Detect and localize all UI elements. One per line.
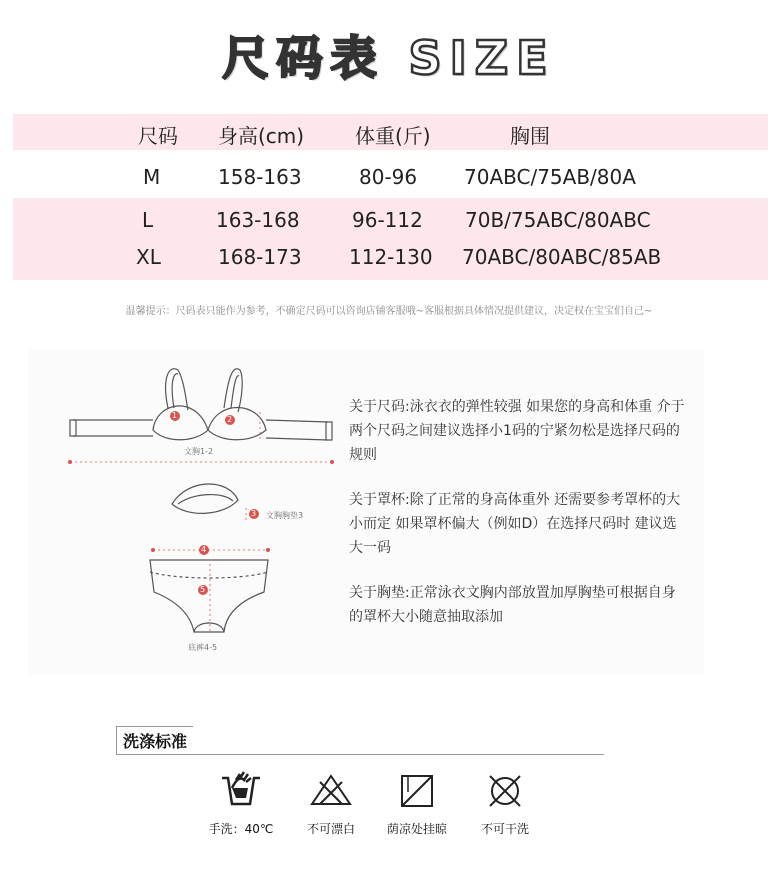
note-size: 关于尺码:泳衣衣的弹性较强 如果您的身高和体重 介于两个尺码之间建议选择小1码的宁紧勿松是选择尺码的规则 bbox=[349, 399, 685, 463]
table-cell: 168-173 bbox=[218, 245, 302, 269]
pad-label: 文胸胸垫3 bbox=[266, 511, 304, 520]
divider bbox=[116, 754, 604, 755]
marker-1: 1 bbox=[172, 411, 178, 420]
table-cell: XL bbox=[136, 245, 161, 269]
marker-5: 5 bbox=[200, 585, 206, 594]
no-dry-clean-icon bbox=[482, 770, 528, 810]
bra-label: 文胸1-2 bbox=[184, 447, 214, 456]
note-pad: 关于胸垫:正常泳衣文胸内部放置加厚胸垫可根据自身的罩杯大小随意抽取添加 bbox=[349, 585, 676, 625]
care-label: 不可漂白 bbox=[306, 822, 355, 836]
table-cell: M bbox=[143, 165, 161, 189]
page-title: 尺码表 SIZE bbox=[222, 31, 556, 85]
marker-4: 4 bbox=[201, 545, 207, 554]
size-tip: 温馨提示：尺码表只能作为参考，不确定尺码可以咨询店铺客服哦~客服根据具体情况提供建议，决定权在宝宝们自己~ bbox=[125, 306, 653, 317]
hand-wash-icon bbox=[218, 770, 264, 810]
size-table bbox=[0, 0, 778, 290]
marker-2: 2 bbox=[227, 415, 233, 424]
measurement-diagram-panel bbox=[28, 350, 704, 674]
marker-3: 3 bbox=[251, 509, 257, 518]
table-cell: 112-130 bbox=[349, 245, 433, 269]
care-item-line-dry-shade bbox=[372, 770, 462, 837]
care-label: 荫凉处挂晾 bbox=[386, 822, 447, 836]
table-header-weight: 体重(斤) bbox=[355, 124, 431, 148]
table-cell: 158-163 bbox=[218, 165, 302, 189]
table-cell: 96-112 bbox=[352, 208, 423, 232]
care-item-no-bleach bbox=[286, 770, 376, 837]
table-header-size: 尺码 bbox=[138, 124, 178, 148]
table-header-bust: 胸围 bbox=[510, 124, 550, 148]
table-cell: 70ABC/75AB/80A bbox=[464, 165, 636, 189]
care-label: 手洗：40℃ bbox=[208, 822, 274, 836]
table-header-height: 身高(cm) bbox=[218, 124, 305, 148]
table-cell: 163-168 bbox=[216, 208, 300, 232]
table-cell: 80-96 bbox=[359, 165, 418, 189]
note-cup: 关于罩杯:除了正常的身高体重外 还需要参考罩杯的大小而定 如果罩杯偏大（例如D）在选择尺码时 建议选大一码 bbox=[349, 492, 681, 556]
table-cell: 70B/75ABC/80ABC bbox=[465, 208, 651, 232]
table-cell: L bbox=[142, 208, 154, 232]
table-cell: 70ABC/80ABC/85AB bbox=[462, 245, 662, 269]
line-dry-shade-icon bbox=[394, 770, 440, 810]
wash-title: 洗涤标准 bbox=[116, 726, 193, 754]
care-item-no-dry-clean bbox=[460, 770, 550, 837]
care-item-hand-wash bbox=[196, 770, 286, 837]
brief-label: 底裤4-5 bbox=[188, 643, 218, 652]
no-bleach-icon bbox=[308, 770, 354, 810]
care-label: 不可干洗 bbox=[480, 822, 529, 836]
